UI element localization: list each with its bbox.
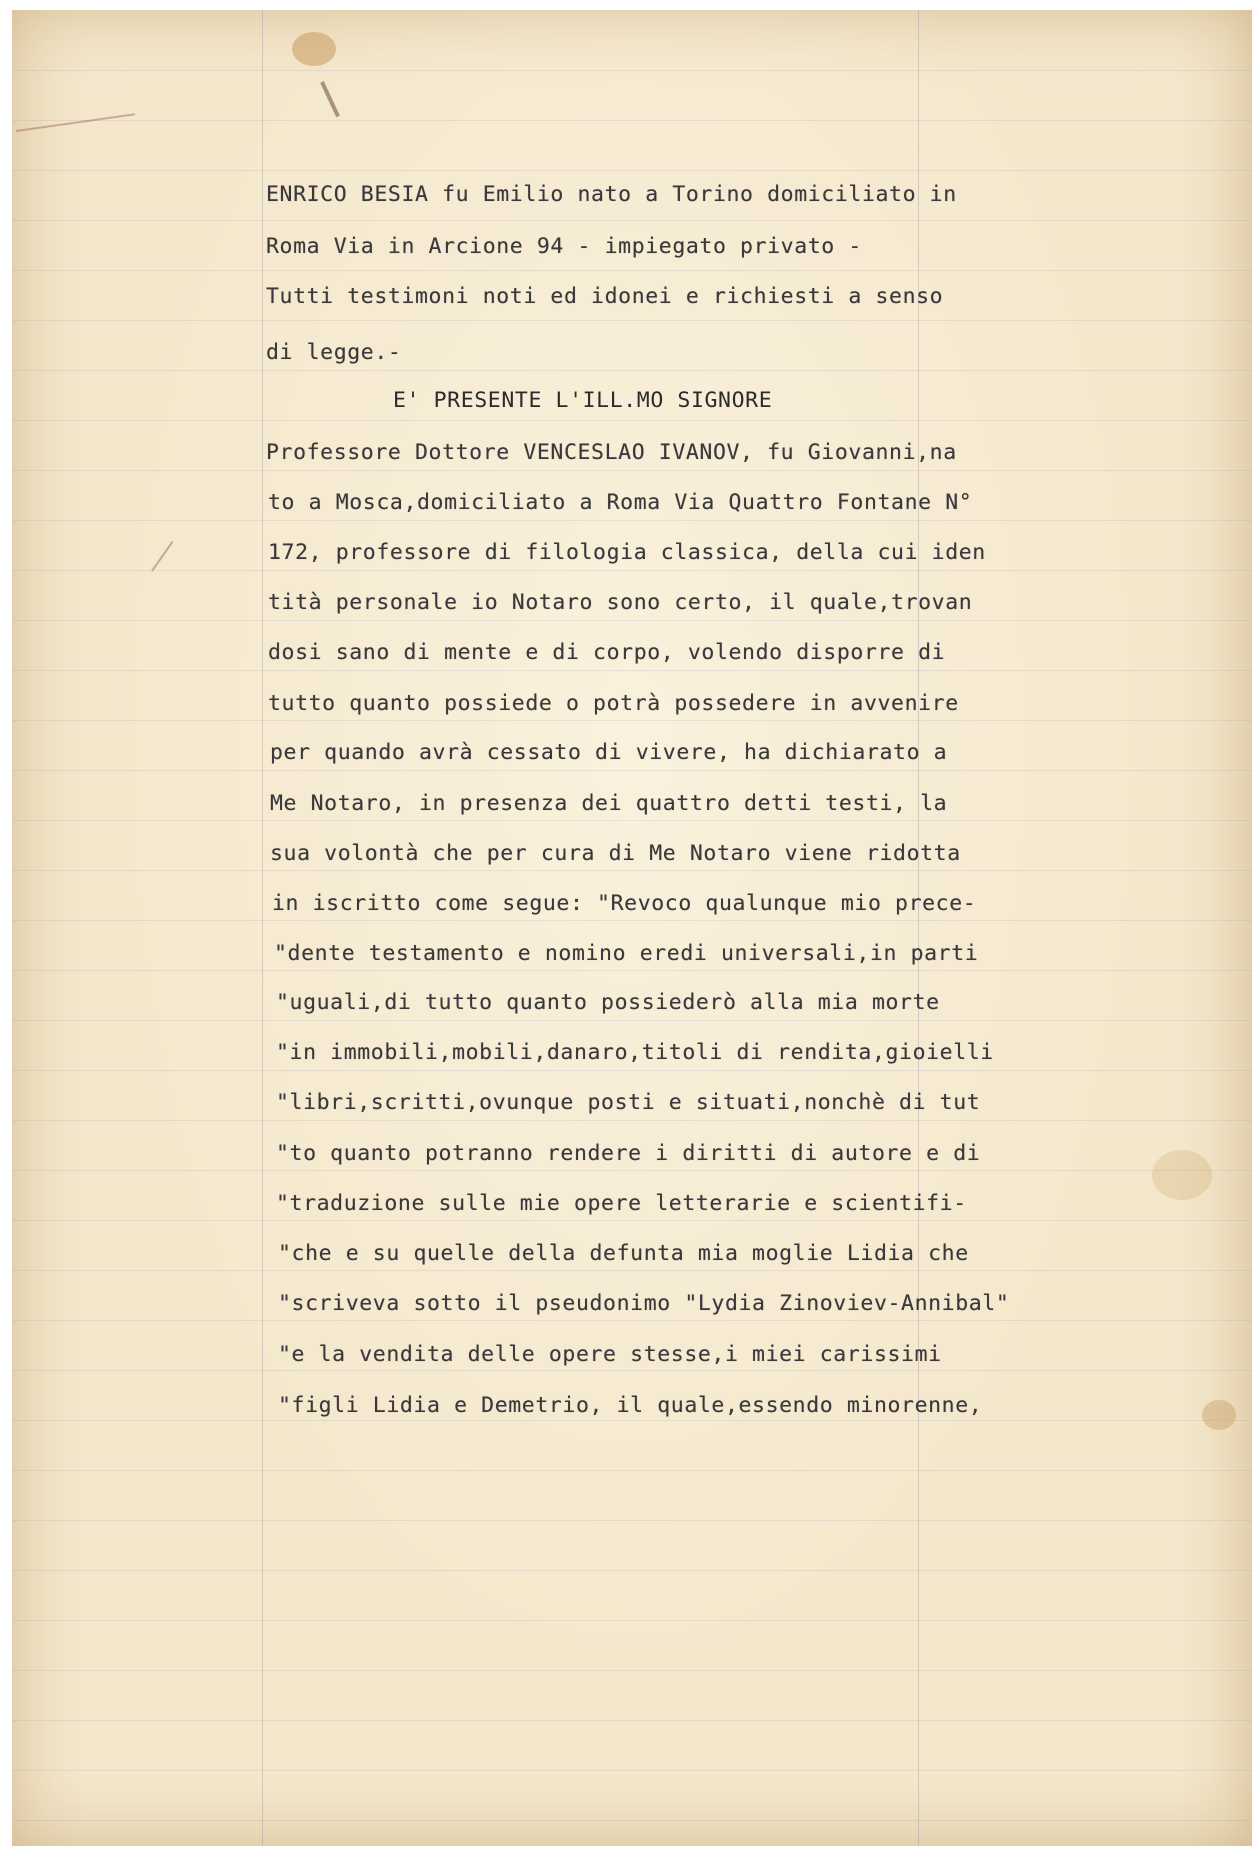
ruled-line <box>12 520 1252 521</box>
text-line: Professore Dottore VENCESLAO IVANOV, fu Giovanni,na <box>266 440 957 465</box>
text-line: to a Mosca,domiciliato a Roma Via Quattro Fontane N° <box>268 490 973 515</box>
pen-mark <box>151 541 173 572</box>
text-line: Tutti testimoni noti ed idonei e richiesti a senso <box>266 284 944 309</box>
ruled-line <box>12 1120 1252 1121</box>
pen-mark <box>16 113 135 132</box>
text-line: sua volontà che per cura di Me Notaro viene ridotta <box>270 841 961 866</box>
text-line: dosi sano di mente e di corpo, volendo disporre di <box>268 640 946 665</box>
ruled-line <box>12 1220 1252 1221</box>
text-line: "libri,scritti,ovunque posti e situati,nonchè di tut <box>276 1090 981 1115</box>
text-line: Me Notaro, in presenza dei quattro detti testi, la <box>270 791 948 816</box>
text-line: "che e su quelle della defunta mia moglie Lidia che <box>278 1241 969 1266</box>
ruled-line <box>12 1470 1252 1471</box>
ruled-line <box>12 1320 1252 1321</box>
paper-stain <box>292 32 336 66</box>
ruled-line <box>12 770 1252 771</box>
ruled-line <box>12 720 1252 721</box>
ruled-line <box>12 870 1252 871</box>
ruled-line <box>12 1720 1252 1721</box>
ruled-line <box>12 420 1252 421</box>
ruled-line <box>12 470 1252 471</box>
text-line: tità personale io Notaro sono certo, il quale,trovan <box>268 590 973 615</box>
ruled-line <box>12 1420 1252 1421</box>
text-line: tutto quanto possiede o potrà possedere in avvenire <box>268 691 959 716</box>
ruled-line <box>12 1070 1252 1071</box>
text-line: "figli Lidia e Demetrio, il quale,essendo minorenne, <box>278 1393 983 1418</box>
section-heading: E' PRESENTE L'ILL.MO SIGNORE <box>393 388 773 413</box>
text-line: 172, professore di filologia classica, della cui iden <box>268 540 986 565</box>
text-line: "traduzione sulle mie opere letterarie e scientifi- <box>276 1191 967 1216</box>
text-line: "dente testamento e nomino eredi universali,in parti <box>274 941 979 966</box>
ruled-line <box>12 1670 1252 1671</box>
ruled-line <box>12 170 1252 171</box>
typewritten-page <box>12 10 1252 1846</box>
text-line: "in immobili,mobili,danaro,titoli di rendita,gioielli <box>276 1040 994 1065</box>
text-line: di legge.- <box>266 340 402 365</box>
ruled-line <box>12 1820 1252 1821</box>
text-line: in iscritto come segue: "Revoco qualunque mio prece- <box>272 891 977 916</box>
pen-mark <box>320 81 340 117</box>
text-line: per quando avrà cessato di vivere, ha dichiarato a <box>270 740 948 765</box>
ruled-line <box>12 70 1252 71</box>
ruled-line <box>12 270 1252 271</box>
ruled-line <box>12 1570 1252 1571</box>
ruled-line <box>12 1170 1252 1171</box>
ruled-line <box>12 220 1252 221</box>
paper-stain <box>1152 1150 1212 1200</box>
ruled-line <box>12 1370 1252 1371</box>
ruled-line <box>12 370 1252 371</box>
ruled-line <box>12 670 1252 671</box>
ruled-line <box>12 570 1252 571</box>
text-line: "uguali,di tutto quanto possiederò alla mia morte <box>276 990 940 1015</box>
ruled-line <box>12 970 1252 971</box>
text-line: ENRICO BESIA fu Emilio nato a Torino domiciliato in <box>266 182 957 207</box>
ruled-line <box>12 1770 1252 1771</box>
text-line: Roma Via in Arcione 94 - impiegato privato - <box>266 234 862 259</box>
text-line: "e la vendita delle opere stesse,i miei carissimi <box>278 1342 942 1367</box>
ruled-line <box>12 1020 1252 1021</box>
ruled-line <box>12 1620 1252 1621</box>
ruled-line <box>12 820 1252 821</box>
paper-stain <box>1202 1400 1236 1430</box>
ruled-line <box>12 920 1252 921</box>
ruled-line <box>12 320 1252 321</box>
text-line: "to quanto potranno rendere i diritti di autore e di <box>276 1141 981 1166</box>
ruled-line <box>12 1270 1252 1271</box>
margin-rule-left <box>262 10 263 1846</box>
ruled-line <box>12 1520 1252 1521</box>
ruled-line <box>12 620 1252 621</box>
ruled-line <box>12 120 1252 121</box>
text-line: "scriveva sotto il pseudonimo "Lydia Zinoviev-Annibal" <box>278 1291 1010 1316</box>
